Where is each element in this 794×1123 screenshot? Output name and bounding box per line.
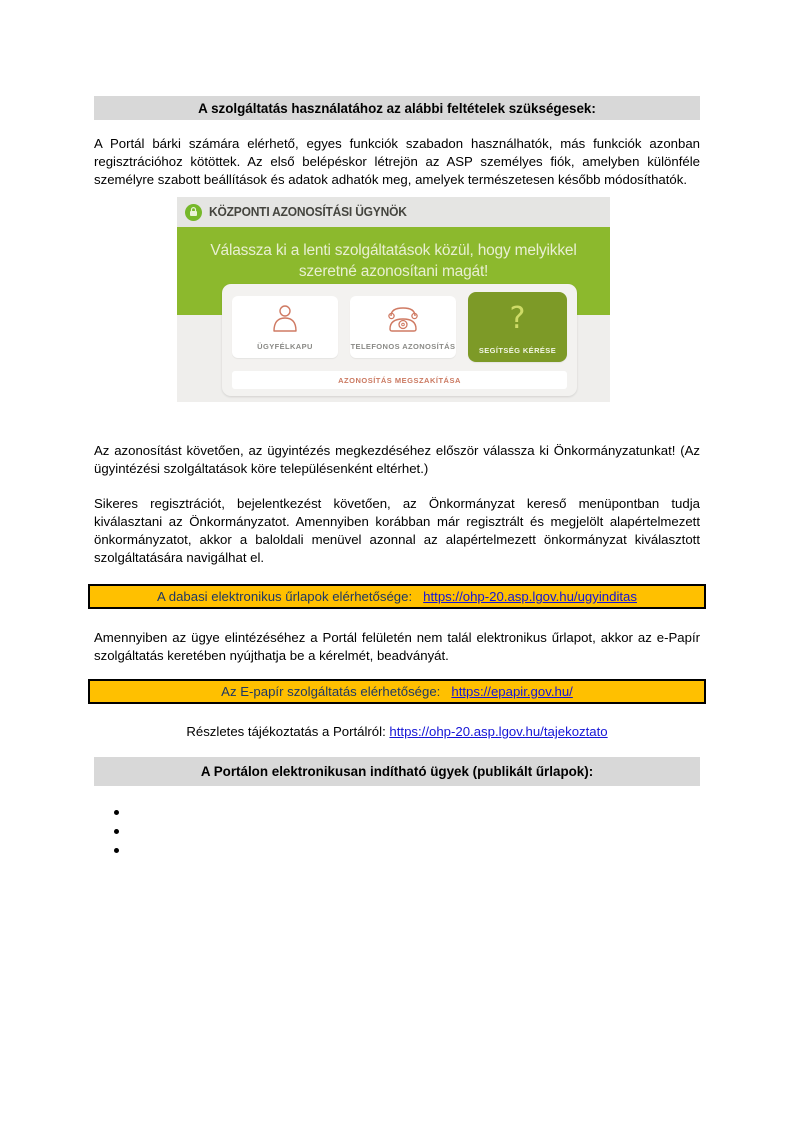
question-mark-icon: ? [509,301,526,336]
info-line [94,723,700,741]
phone-icon [385,296,421,342]
paragraph-registration: Sikeres regisztrációt, bejelentkezést követően, az Önkormányzat kereső menüpontban tudja kiválasztani az Önkormányzatot. Amennyiben korábban már regisztrált és megjelölt alapértelmezett önkormányzatot, akkor a baloldali menüvel azonnal az alapértelmezett önkormányzat kiválasztott szolgáltatására navigálhat el. [94,496,700,565]
bullet-icon [114,810,119,815]
bullet-icon [114,848,119,853]
list-item [114,803,700,822]
highlight-bar-epapir [88,679,706,704]
azonositas-megszakitasa-label: AZONOSÍTÁS MEGSZAKÍTÁSA [338,375,461,385]
azonositas-megszakitasa-button[interactable] [232,371,567,389]
kau-card [222,284,577,396]
list-item [114,841,700,860]
kau-title: KÖZPONTI AZONOSÍTÁSI ÜGYNÖK [209,205,407,219]
list-item [114,822,700,841]
bullet-list [94,803,700,860]
urlapok-label: A dabasi elektronikus űrlapok elérhetősége: [157,589,413,604]
lock-icon [185,204,202,221]
tajekoztato-link[interactable]: https://ohp-20.asp.lgov.hu/tajekoztato [389,724,608,739]
epapir-link[interactable]: https://epapir.gov.hu/ [451,684,573,699]
paragraph-portal-intro: A Portál bárki számára elérhető, egyes funkciók szabadon használhatók, más funkciók azonban regisztrációhoz kötöttek. Az első belépéskor létrejön az ASP személyes fiók, amelyben különféle személyre szabott beállítások és adatok adhatók meg, amelyek természetesen később módosíthatók. [94,136,700,187]
bullet-icon [114,829,119,834]
telefonos-azonositas-button[interactable] [350,296,456,358]
kau-header-bar [177,197,610,227]
telefonos-azonositas-label: TELEFONOS AZONOSÍTÁS [350,342,456,351]
highlight-bar-urlapok [88,584,706,609]
paragraph-identification: Az azonosítást követően, az ügyintézés megkezdéséhez először válassza ki Önkormányzatunkat! (Az ügyintézési szolgáltatások köre településenként eltérhet.) [94,443,700,476]
kau-banner-line1: Válassza ki a lenti szolgáltatások közül, hogy melyikkel [210,242,577,259]
segitseg-kerese-label: SEGÍTSÉG KÉRÉSE [478,346,557,355]
kau-widget-screenshot [177,197,610,402]
section-header-publikalt-urlapok: A Portálon elektronikusan indítható ügyek (publikált űrlapok): [94,757,700,786]
epapir-label: Az E-papír szolgáltatás elérhetősége: [221,684,441,699]
ugyfelkapu-button[interactable] [232,296,338,358]
info-line-label: Részletes tájékoztatás a Portálról: [186,724,386,739]
section-header-requirements: A szolgáltatás használatához az alábbi feltételek szükségesek: [94,96,700,120]
person-icon [268,296,302,342]
kau-button-row [232,296,567,362]
paragraph-epapir: Amennyiben az ügye elintézéséhez a Portál felületén nem talál elektronikus űrlapot, akkor az e-Papír szolgáltatás keretében nyújthatja be a kérelmét, beadványát. [94,630,700,663]
ugyfelkapu-label: ÜGYFÉLKAPU [257,342,313,351]
kau-banner-line2: szeretné azonosítani magát! [298,263,489,280]
segitseg-kerese-button[interactable] [468,292,567,362]
urlapok-link[interactable]: https://ohp-20.asp.lgov.hu/ugyinditas [423,589,637,604]
